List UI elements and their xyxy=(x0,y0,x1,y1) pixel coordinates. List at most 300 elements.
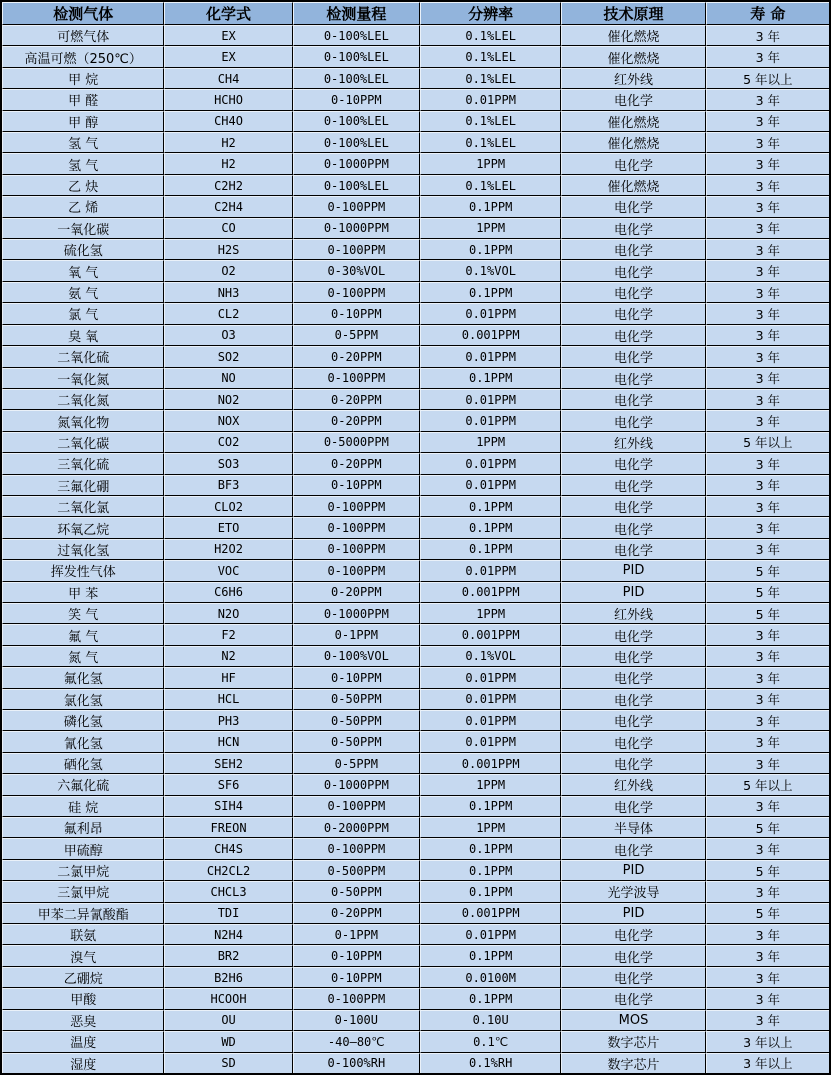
technology-principle-cell: 电化学 xyxy=(561,218,705,239)
detection-range-cell: 0-100PPM xyxy=(293,796,420,817)
detection-range-cell: 0-1000PPM xyxy=(293,153,420,174)
detection-range-cell: 0-500PPM xyxy=(293,860,420,881)
technology-principle-cell: 电化学 xyxy=(561,753,705,774)
chemical-formula-cell: EX xyxy=(164,25,292,46)
detection-range-cell: 0-1000PPM xyxy=(293,774,420,795)
technology-principle-cell: 电化学 xyxy=(561,153,705,174)
table-row xyxy=(2,196,829,217)
table-row xyxy=(2,838,829,859)
detection-range-cell: 0-10PPM xyxy=(293,303,420,324)
resolution-cell: 0.01PPM xyxy=(420,667,561,688)
resolution-cell: 0.1PPM xyxy=(420,796,561,817)
gas-name-cell: 甲硫醇 xyxy=(2,838,164,859)
chemical-formula-cell: EX xyxy=(164,46,292,67)
technology-principle-cell: 电化学 xyxy=(561,346,705,367)
chemical-formula-cell: CO2 xyxy=(164,432,292,453)
resolution-cell: 1PPM xyxy=(420,432,561,453)
table-row xyxy=(2,475,829,496)
chemical-formula-cell: BR2 xyxy=(164,945,292,966)
table-row xyxy=(2,410,829,431)
gas-name-cell: 磷化氢 xyxy=(2,710,164,731)
resolution-cell: 0.1%LEL xyxy=(420,175,561,196)
detection-range-cell: 0-100PPM xyxy=(293,838,420,859)
table-row xyxy=(2,453,829,474)
table-row xyxy=(2,624,829,645)
detection-range-cell: 0-100PPM xyxy=(293,282,420,303)
detection-range-cell: 0-100%LEL xyxy=(293,111,420,132)
resolution-cell: 1PPM xyxy=(420,603,561,624)
detection-range-cell: 0-100PPM xyxy=(293,517,420,538)
table-row xyxy=(2,282,829,303)
gas-name-cell: 氯化氢 xyxy=(2,689,164,710)
resolution-cell: 0.01PPM xyxy=(420,453,561,474)
detection-range-cell: 0-20PPM xyxy=(293,903,420,924)
gas-name-cell: 二氯甲烷 xyxy=(2,860,164,881)
table-row xyxy=(2,432,829,453)
technology-principle-cell: 催化燃烧 xyxy=(561,132,705,153)
technology-principle-cell: 电化学 xyxy=(561,988,705,1009)
table-row xyxy=(2,860,829,881)
resolution-cell: 0.01PPM xyxy=(420,389,561,410)
table-row xyxy=(2,582,829,603)
technology-principle-cell: 电化学 xyxy=(561,967,705,988)
chemical-formula-cell: VOC xyxy=(164,560,292,581)
resolution-cell: 0.10U xyxy=(420,1010,561,1031)
technology-principle-cell: 电化学 xyxy=(561,924,705,945)
detection-range-cell: 0-20PPM xyxy=(293,582,420,603)
resolution-cell: 0.01PPM xyxy=(420,924,561,945)
header-gas-name: 检测气体 xyxy=(2,2,164,25)
technology-principle-cell: PID xyxy=(561,560,705,581)
technology-principle-cell: PID xyxy=(561,582,705,603)
resolution-cell: 0.1PPM xyxy=(420,496,561,517)
resolution-cell: 0.001PPM xyxy=(420,753,561,774)
lifespan-cell: 3 年 xyxy=(706,325,829,346)
gas-name-cell: 一氧化氮 xyxy=(2,368,164,389)
detection-range-cell: 0-50PPM xyxy=(293,689,420,710)
detection-range-cell: 0-100%RH xyxy=(293,1053,420,1074)
table-row xyxy=(2,774,829,795)
resolution-cell: 0.001PPM xyxy=(420,582,561,603)
chemical-formula-cell: CH2CL2 xyxy=(164,860,292,881)
lifespan-cell: 5 年 xyxy=(706,603,829,624)
detection-range-cell: 0-100%LEL xyxy=(293,46,420,67)
table-row xyxy=(2,667,829,688)
chemical-formula-cell: H2 xyxy=(164,153,292,174)
detection-range-cell: 0-1PPM xyxy=(293,624,420,645)
technology-principle-cell: 催化燃烧 xyxy=(561,111,705,132)
chemical-formula-cell: TDI xyxy=(164,903,292,924)
gas-name-cell: 甲 苯 xyxy=(2,582,164,603)
technology-principle-cell: 电化学 xyxy=(561,196,705,217)
technology-principle-cell: 电化学 xyxy=(561,303,705,324)
gas-name-cell: 溴气 xyxy=(2,945,164,966)
header-resolution: 分辨率 xyxy=(420,2,561,25)
chemical-formula-cell: NH3 xyxy=(164,282,292,303)
technology-principle-cell: 电化学 xyxy=(561,325,705,346)
resolution-cell: 0.01PPM xyxy=(420,731,561,752)
lifespan-cell: 3 年 xyxy=(706,389,829,410)
technology-principle-cell: 电化学 xyxy=(561,453,705,474)
chemical-formula-cell: C2H2 xyxy=(164,175,292,196)
technology-principle-cell: 红外线 xyxy=(561,774,705,795)
lifespan-cell: 3 年 xyxy=(706,218,829,239)
detection-range-cell: 0-100%LEL xyxy=(293,132,420,153)
chemical-formula-cell: NO xyxy=(164,368,292,389)
gas-name-cell: 氰化氢 xyxy=(2,731,164,752)
lifespan-cell: 5 年 xyxy=(706,582,829,603)
technology-principle-cell: 电化学 xyxy=(561,89,705,110)
table-row xyxy=(2,689,829,710)
table-row xyxy=(2,988,829,1009)
table-row xyxy=(2,646,829,667)
gas-name-cell: 氮 气 xyxy=(2,646,164,667)
technology-principle-cell: 电化学 xyxy=(561,838,705,859)
technology-principle-cell: 电化学 xyxy=(561,517,705,538)
table-row xyxy=(2,710,829,731)
lifespan-cell: 3 年 xyxy=(706,945,829,966)
technology-principle-cell: PID xyxy=(561,903,705,924)
gas-name-cell: 甲 烷 xyxy=(2,68,164,89)
chemical-formula-cell: SD xyxy=(164,1053,292,1074)
lifespan-cell: 3 年 xyxy=(706,153,829,174)
lifespan-cell: 5 年以上 xyxy=(706,774,829,795)
technology-principle-cell: 催化燃烧 xyxy=(561,46,705,67)
table-row xyxy=(2,1053,829,1074)
table-row xyxy=(2,239,829,260)
detection-range-cell: 0-100PPM xyxy=(293,988,420,1009)
gas-name-cell: 湿度 xyxy=(2,1053,164,1074)
table-row xyxy=(2,260,829,281)
chemical-formula-cell: N2O xyxy=(164,603,292,624)
chemical-formula-cell: SO2 xyxy=(164,346,292,367)
lifespan-cell: 3 年 xyxy=(706,667,829,688)
detection-range-cell: 0-100PPM xyxy=(293,368,420,389)
technology-principle-cell: 红外线 xyxy=(561,432,705,453)
gas-name-cell: 笑 气 xyxy=(2,603,164,624)
gas-name-cell: 甲 醛 xyxy=(2,89,164,110)
resolution-cell: 0.1PPM xyxy=(420,945,561,966)
lifespan-cell: 3 年 xyxy=(706,838,829,859)
table-row xyxy=(2,731,829,752)
table-row xyxy=(2,46,829,67)
gas-name-cell: 恶臭 xyxy=(2,1010,164,1031)
chemical-formula-cell: CHCL3 xyxy=(164,881,292,902)
detection-range-cell: -40—80℃ xyxy=(293,1031,420,1052)
resolution-cell: 0.1PPM xyxy=(420,860,561,881)
resolution-cell: 0.1PPM xyxy=(420,988,561,1009)
resolution-cell: 1PPM xyxy=(420,153,561,174)
gas-name-cell: 环氧乙烷 xyxy=(2,517,164,538)
table-row xyxy=(2,796,829,817)
chemical-formula-cell: SEH2 xyxy=(164,753,292,774)
resolution-cell: 0.1PPM xyxy=(420,239,561,260)
technology-principle-cell: 电化学 xyxy=(561,239,705,260)
lifespan-cell: 3 年 xyxy=(706,646,829,667)
table-row xyxy=(2,560,829,581)
chemical-formula-cell: SIH4 xyxy=(164,796,292,817)
chemical-formula-cell: O3 xyxy=(164,325,292,346)
technology-principle-cell: 电化学 xyxy=(561,539,705,560)
lifespan-cell: 3 年 xyxy=(706,710,829,731)
table-row xyxy=(2,903,829,924)
chemical-formula-cell: CH4O xyxy=(164,111,292,132)
gas-name-cell: 氟化氢 xyxy=(2,667,164,688)
resolution-cell: 0.1PPM xyxy=(420,368,561,389)
gas-name-cell: 可燃气体 xyxy=(2,25,164,46)
table-row xyxy=(2,89,829,110)
lifespan-cell: 3 年 xyxy=(706,881,829,902)
resolution-cell: 0.1PPM xyxy=(420,838,561,859)
gas-name-cell: 甲 醇 xyxy=(2,111,164,132)
lifespan-cell: 5 年 xyxy=(706,560,829,581)
lifespan-cell: 3 年 xyxy=(706,46,829,67)
lifespan-cell: 3 年 xyxy=(706,89,829,110)
table-row xyxy=(2,1031,829,1052)
technology-principle-cell: 光学波导 xyxy=(561,881,705,902)
table-row xyxy=(2,68,829,89)
lifespan-cell: 3 年以上 xyxy=(706,1031,829,1052)
table-row xyxy=(2,389,829,410)
chemical-formula-cell: B2H6 xyxy=(164,967,292,988)
detection-range-cell: 0-100U xyxy=(293,1010,420,1031)
lifespan-cell: 3 年 xyxy=(706,346,829,367)
technology-principle-cell: 数字芯片 xyxy=(561,1053,705,1074)
chemical-formula-cell: CLO2 xyxy=(164,496,292,517)
detection-range-cell: 0-100PPM xyxy=(293,539,420,560)
chemical-formula-cell: F2 xyxy=(164,624,292,645)
lifespan-cell: 5 年 xyxy=(706,860,829,881)
resolution-cell: 0.1%LEL xyxy=(420,68,561,89)
lifespan-cell: 3 年 xyxy=(706,967,829,988)
gas-name-cell: 硒化氢 xyxy=(2,753,164,774)
resolution-cell: 1PPM xyxy=(420,774,561,795)
detection-range-cell: 0-10PPM xyxy=(293,475,420,496)
lifespan-cell: 3 年 xyxy=(706,796,829,817)
lifespan-cell: 3 年 xyxy=(706,25,829,46)
detection-range-cell: 0-50PPM xyxy=(293,731,420,752)
resolution-cell: 1PPM xyxy=(420,218,561,239)
resolution-cell: 0.1℃ xyxy=(420,1031,561,1052)
detection-range-cell: 0-20PPM xyxy=(293,389,420,410)
chemical-formula-cell: H2S xyxy=(164,239,292,260)
gas-name-cell: 温度 xyxy=(2,1031,164,1052)
technology-principle-cell: 电化学 xyxy=(561,282,705,303)
resolution-cell: 0.01PPM xyxy=(420,410,561,431)
detection-range-cell: 0-100PPM xyxy=(293,496,420,517)
chemical-formula-cell: H2 xyxy=(164,132,292,153)
lifespan-cell: 3 年 xyxy=(706,282,829,303)
lifespan-cell: 3 年 xyxy=(706,303,829,324)
gas-name-cell: 甲苯二异氰酸酯 xyxy=(2,903,164,924)
resolution-cell: 0.1PPM xyxy=(420,196,561,217)
detection-range-cell: 0-2000PPM xyxy=(293,817,420,838)
table-row xyxy=(2,346,829,367)
gas-name-cell: 三氯甲烷 xyxy=(2,881,164,902)
lifespan-cell: 5 年以上 xyxy=(706,68,829,89)
chemical-formula-cell: NOX xyxy=(164,410,292,431)
table-row xyxy=(2,496,829,517)
resolution-cell: 0.001PPM xyxy=(420,325,561,346)
table-row xyxy=(2,881,829,902)
gas-name-cell: 二氧化氯 xyxy=(2,496,164,517)
resolution-cell: 0.01PPM xyxy=(420,710,561,731)
resolution-cell: 0.1PPM xyxy=(420,539,561,560)
lifespan-cell: 3 年 xyxy=(706,988,829,1009)
table-row xyxy=(2,25,829,46)
detection-range-cell: 0-100%LEL xyxy=(293,68,420,89)
detection-range-cell: 0-10PPM xyxy=(293,967,420,988)
technology-principle-cell: 电化学 xyxy=(561,945,705,966)
header-row xyxy=(2,2,829,25)
table-row xyxy=(2,603,829,624)
gas-name-cell: 乙硼烷 xyxy=(2,967,164,988)
technology-principle-cell: 红外线 xyxy=(561,603,705,624)
chemical-formula-cell: N2H4 xyxy=(164,924,292,945)
resolution-cell: 0.1PPM xyxy=(420,881,561,902)
gas-name-cell: 六氟化硫 xyxy=(2,774,164,795)
lifespan-cell: 5 年以上 xyxy=(706,432,829,453)
detection-range-cell: 0-20PPM xyxy=(293,453,420,474)
header-chemical-formula: 化学式 xyxy=(164,2,292,25)
gas-name-cell: 二氧化氮 xyxy=(2,389,164,410)
chemical-formula-cell: H2O2 xyxy=(164,539,292,560)
chemical-formula-cell: SF6 xyxy=(164,774,292,795)
resolution-cell: 0.1%LEL xyxy=(420,46,561,67)
chemical-formula-cell: NO2 xyxy=(164,389,292,410)
table-row xyxy=(2,753,829,774)
resolution-cell: 0.001PPM xyxy=(420,624,561,645)
gas-name-cell: 氟 气 xyxy=(2,624,164,645)
gas-name-cell: 硅 烷 xyxy=(2,796,164,817)
technology-principle-cell: 电化学 xyxy=(561,368,705,389)
gas-name-cell: 三氧化硫 xyxy=(2,453,164,474)
lifespan-cell: 3 年 xyxy=(706,132,829,153)
table-row xyxy=(2,132,829,153)
gas-name-cell: 氯 气 xyxy=(2,303,164,324)
technology-principle-cell: 电化学 xyxy=(561,389,705,410)
resolution-cell: 0.1%RH xyxy=(420,1053,561,1074)
table-row xyxy=(2,175,829,196)
chemical-formula-cell: O2 xyxy=(164,260,292,281)
detection-range-cell: 0-50PPM xyxy=(293,710,420,731)
lifespan-cell: 3 年 xyxy=(706,753,829,774)
lifespan-cell: 3 年 xyxy=(706,175,829,196)
detection-range-cell: 0-50PPM xyxy=(293,881,420,902)
resolution-cell: 0.1%LEL xyxy=(420,25,561,46)
lifespan-cell: 3 年 xyxy=(706,453,829,474)
chemical-formula-cell: ETO xyxy=(164,517,292,538)
chemical-formula-cell: CH4 xyxy=(164,68,292,89)
lifespan-cell: 3 年 xyxy=(706,111,829,132)
table-row xyxy=(2,539,829,560)
technology-principle-cell: 半导体 xyxy=(561,817,705,838)
lifespan-cell: 5 年 xyxy=(706,817,829,838)
lifespan-cell: 3 年 xyxy=(706,1010,829,1031)
technology-principle-cell: 红外线 xyxy=(561,68,705,89)
chemical-formula-cell: SO3 xyxy=(164,453,292,474)
resolution-cell: 0.01PPM xyxy=(420,689,561,710)
detection-range-cell: 0-1000PPM xyxy=(293,603,420,624)
technology-principle-cell: 电化学 xyxy=(561,689,705,710)
header-lifespan: 寿 命 xyxy=(706,2,829,25)
resolution-cell: 0.01PPM xyxy=(420,89,561,110)
technology-principle-cell: 电化学 xyxy=(561,710,705,731)
table-row xyxy=(2,817,829,838)
detection-range-cell: 0-20PPM xyxy=(293,410,420,431)
chemical-formula-cell: OU xyxy=(164,1010,292,1031)
technology-principle-cell: 电化学 xyxy=(561,260,705,281)
gas-name-cell: 氢 气 xyxy=(2,153,164,174)
gas-name-cell: 甲酸 xyxy=(2,988,164,1009)
gas-name-cell: 氧 气 xyxy=(2,260,164,281)
technology-principle-cell: 数字芯片 xyxy=(561,1031,705,1052)
technology-principle-cell: 电化学 xyxy=(561,796,705,817)
table-row xyxy=(2,517,829,538)
resolution-cell: 0.01PPM xyxy=(420,303,561,324)
lifespan-cell: 3 年 xyxy=(706,731,829,752)
resolution-cell: 0.1%LEL xyxy=(420,111,561,132)
resolution-cell: 0.1PPM xyxy=(420,517,561,538)
detection-range-cell: 0-1PPM xyxy=(293,924,420,945)
detection-range-cell: 0-100%VOL xyxy=(293,646,420,667)
table-row xyxy=(2,218,829,239)
gas-name-cell: 联氨 xyxy=(2,924,164,945)
resolution-cell: 0.1%VOL xyxy=(420,260,561,281)
chemical-formula-cell: HCHO xyxy=(164,89,292,110)
technology-principle-cell: MOS xyxy=(561,1010,705,1031)
detection-range-cell: 0-5000PPM xyxy=(293,432,420,453)
table-row xyxy=(2,967,829,988)
technology-principle-cell: 电化学 xyxy=(561,731,705,752)
chemical-formula-cell: HF xyxy=(164,667,292,688)
lifespan-cell: 5 年 xyxy=(706,903,829,924)
chemical-formula-cell: C2H4 xyxy=(164,196,292,217)
technology-principle-cell: 催化燃烧 xyxy=(561,25,705,46)
detection-range-cell: 0-100%LEL xyxy=(293,25,420,46)
gas-name-cell: 乙 烯 xyxy=(2,196,164,217)
header-technology-principle: 技术原理 xyxy=(561,2,705,25)
table-row xyxy=(2,1010,829,1031)
gas-name-cell: 二氧化硫 xyxy=(2,346,164,367)
lifespan-cell: 3 年 xyxy=(706,260,829,281)
detection-range-cell: 0-100PPM xyxy=(293,560,420,581)
gas-name-cell: 三氟化硼 xyxy=(2,475,164,496)
technology-principle-cell: 电化学 xyxy=(561,667,705,688)
detection-range-cell: 0-10PPM xyxy=(293,667,420,688)
lifespan-cell: 3 年以上 xyxy=(706,1053,829,1074)
gas-name-cell: 高温可燃（250℃） xyxy=(2,46,164,67)
table-row xyxy=(2,924,829,945)
table-row xyxy=(2,303,829,324)
technology-principle-cell: 电化学 xyxy=(561,496,705,517)
detection-range-cell: 0-10PPM xyxy=(293,89,420,110)
technology-principle-cell: 电化学 xyxy=(561,646,705,667)
chemical-formula-cell: WD xyxy=(164,1031,292,1052)
resolution-cell: 0.01PPM xyxy=(420,475,561,496)
resolution-cell: 0.001PPM xyxy=(420,903,561,924)
gas-name-cell: 过氧化氢 xyxy=(2,539,164,560)
detection-range-cell: 0-5PPM xyxy=(293,753,420,774)
table-row xyxy=(2,368,829,389)
detection-range-cell: 0-100PPM xyxy=(293,239,420,260)
resolution-cell: 0.01PPM xyxy=(420,346,561,367)
lifespan-cell: 3 年 xyxy=(706,624,829,645)
table-row xyxy=(2,325,829,346)
detection-range-cell: 0-10PPM xyxy=(293,945,420,966)
chemical-formula-cell: C6H6 xyxy=(164,582,292,603)
gas-name-cell: 氮氧化物 xyxy=(2,410,164,431)
